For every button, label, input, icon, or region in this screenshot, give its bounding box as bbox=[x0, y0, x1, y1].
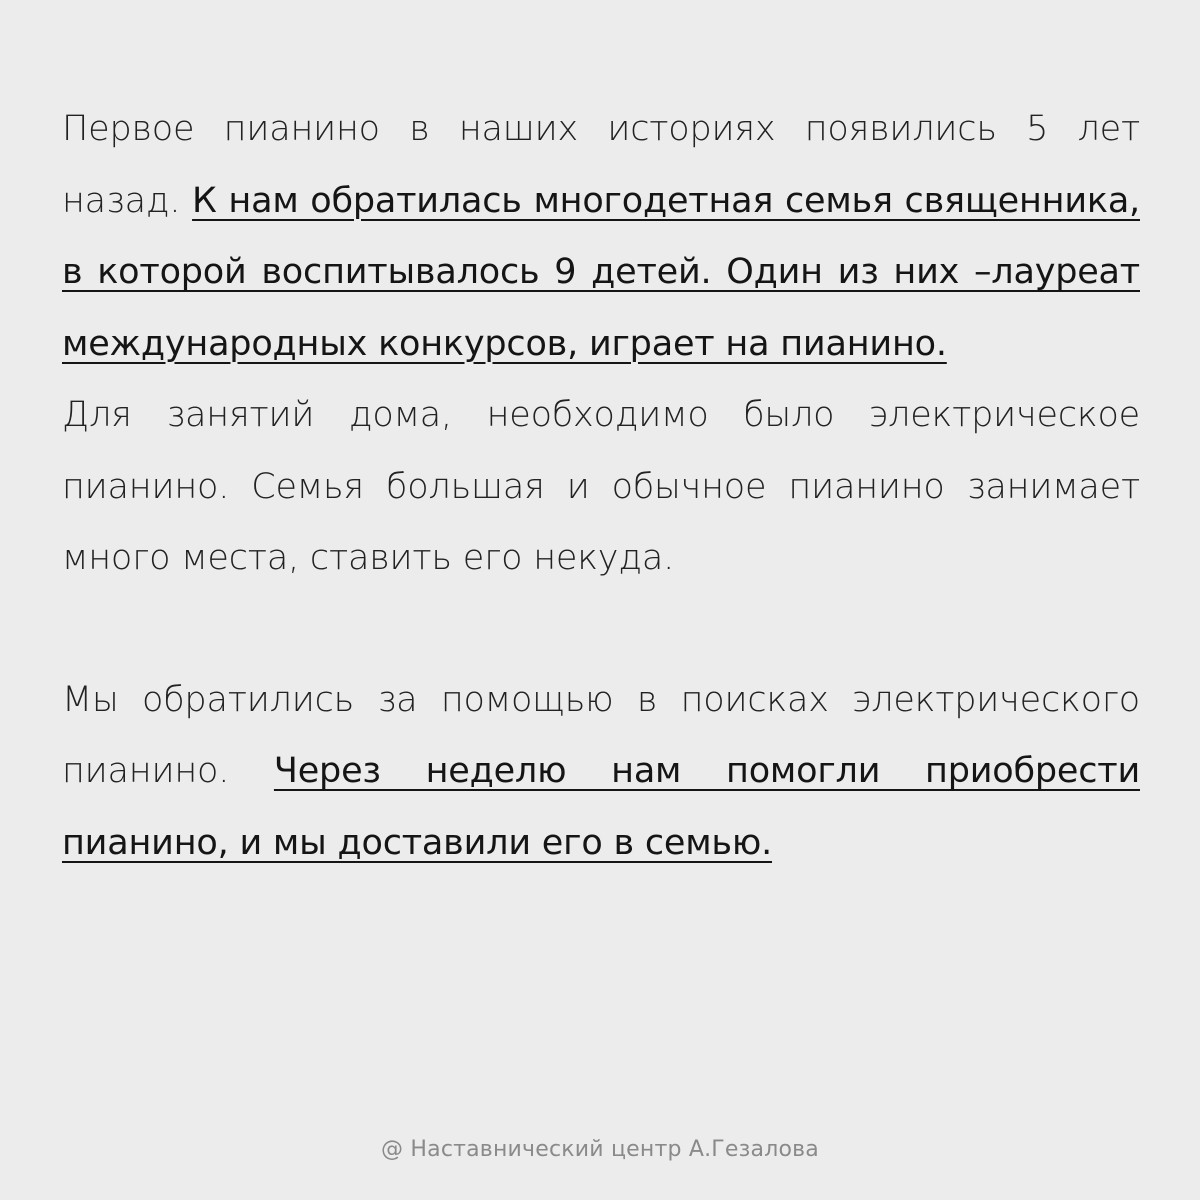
paragraph-text: Мы обратились за помощью в поисках электрического пианино. bbox=[62, 679, 1140, 791]
highlighted-text: Через неделю нам помогли приобрести пианино, и мы доставили его в семью. bbox=[62, 751, 1140, 863]
footer-credit: @ Наставнический центр А.Гезалова bbox=[381, 1137, 819, 1162]
article-body bbox=[62, 94, 1140, 879]
paragraph-help-received bbox=[62, 665, 1140, 880]
paragraph-spacer bbox=[62, 595, 1140, 665]
highlighted-text: К нам обратилась многодетная семья священника, в которой воспитывалось 9 детей. Один из них –лауреат международных конкурсов, играет на пианино. bbox=[62, 180, 1140, 364]
paragraph-first-piano bbox=[62, 94, 1140, 380]
paragraph-text: Для занятий дома, необходимо было электрическое пианино. Семья большая и обычное пианино занимает много места, ставить его некуда. bbox=[62, 395, 1140, 578]
paragraph-electric-piano-need bbox=[62, 380, 1140, 595]
paragraph-text: Первое пианино в наших историях появились 5 лет назад. bbox=[62, 109, 1140, 221]
